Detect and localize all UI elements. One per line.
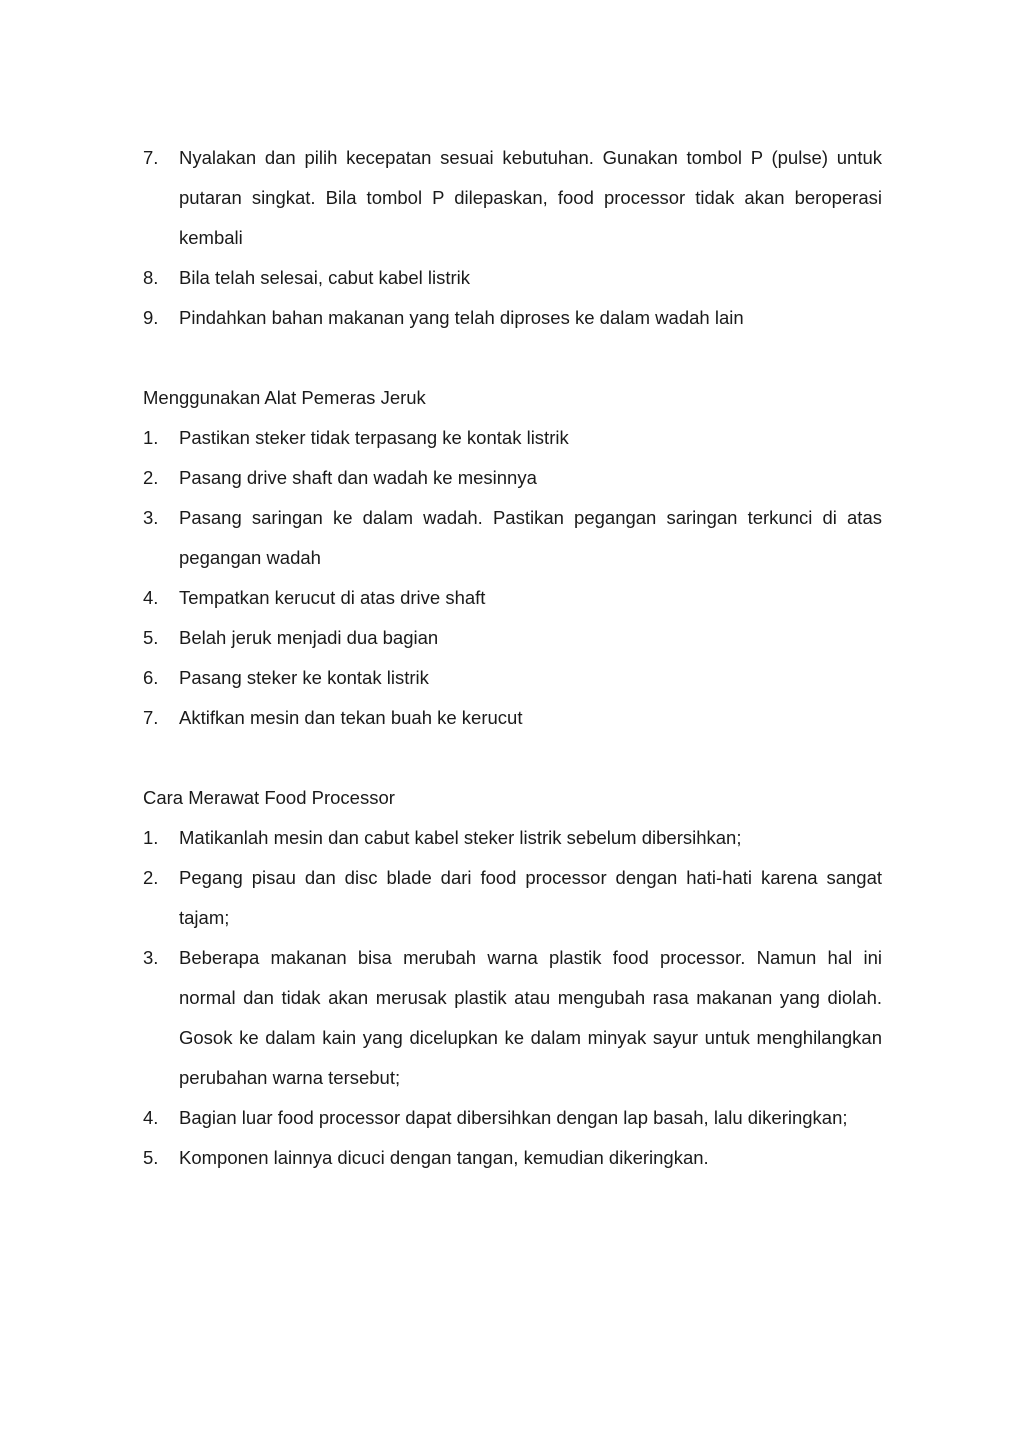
list-text: Matikanlah mesin dan cabut kabel steker listrik sebelum dibersihkan; [179, 827, 742, 848]
list-item [143, 858, 882, 938]
list-text: Belah jeruk menjadi dua bagian [179, 627, 439, 648]
list-text: Tempatkan kerucut di atas drive shaft [179, 587, 486, 608]
list-number: 5. [143, 1147, 159, 1168]
list-number: 3. [143, 947, 159, 968]
section-heading-juicer: Menggunakan Alat Pemeras Jeruk [143, 387, 426, 408]
list-text: Pindahkan bahan makanan yang telah diproses ke dalam wadah lain [179, 307, 744, 328]
section-spacer [143, 738, 882, 778]
list-item [143, 418, 882, 458]
list-number: 2. [143, 867, 159, 888]
list-text: Pastikan steker tidak terpasang ke kontak listrik [179, 427, 569, 448]
list-text: Pasang steker ke kontak listrik [179, 667, 429, 688]
list-number: 7. [143, 147, 159, 168]
list-text: Bagian luar food processor dapat dibersihkan dengan lap basah, lalu dikeringkan; [179, 1107, 848, 1128]
list-number: 2. [143, 467, 159, 488]
list-text: Pegang pisau dan disc blade dari food processor dengan hati-hati karena sangat tajam; [179, 867, 882, 928]
list-number: 6. [143, 667, 159, 688]
list-number: 7. [143, 707, 159, 728]
list-number: 4. [143, 587, 159, 608]
list-item [143, 298, 882, 338]
section-spacer [143, 338, 882, 378]
list-text: Beberapa makanan bisa merubah warna plastik food processor. Namun hal ini normal dan tidak akan merusak plastik atau mengubah rasa makanan yang diolah. Gosok ke dalam kain yang dicelupkan ke dalam minyak sayur untuk menghilangkan perubahan warna tersebut; [179, 947, 882, 1088]
list-number: 4. [143, 1107, 159, 1128]
list-item [143, 618, 882, 658]
list-item [143, 458, 882, 498]
list-text: Aktifkan mesin dan tekan buah ke kerucut [179, 707, 523, 728]
list-item [143, 938, 882, 1098]
juicer-step-list [143, 418, 882, 738]
list-item [143, 138, 882, 258]
list-number: 8. [143, 267, 159, 288]
list-item [143, 578, 882, 618]
continued-step-list [143, 138, 882, 338]
list-text: Nyalakan dan pilih kecepatan sesuai kebutuhan. Gunakan tombol P (pulse) untuk putaran singkat. Bila tombol P dilepaskan, food processor tidak akan beroperasi kembali [179, 147, 882, 248]
list-text: Pasang drive shaft dan wadah ke mesinnya [179, 467, 537, 488]
list-item [143, 818, 882, 858]
page-content [143, 138, 882, 1178]
list-item [143, 1138, 882, 1178]
list-item [143, 658, 882, 698]
list-text: Pasang saringan ke dalam wadah. Pastikan pegangan saringan terkunci di atas pegangan wadah [179, 507, 882, 568]
list-number: 9. [143, 307, 159, 328]
section-heading-care: Cara Merawat Food Processor [143, 787, 395, 808]
list-item [143, 1098, 882, 1138]
list-item [143, 258, 882, 298]
list-text: Komponen lainnya dicuci dengan tangan, kemudian dikeringkan. [179, 1147, 709, 1168]
list-number: 5. [143, 627, 159, 648]
list-item [143, 698, 882, 738]
care-step-list [143, 818, 882, 1178]
list-number: 1. [143, 827, 159, 848]
list-number: 3. [143, 507, 159, 528]
list-item [143, 498, 882, 578]
list-number: 1. [143, 427, 159, 448]
list-text: Bila telah selesai, cabut kabel listrik [179, 267, 471, 288]
